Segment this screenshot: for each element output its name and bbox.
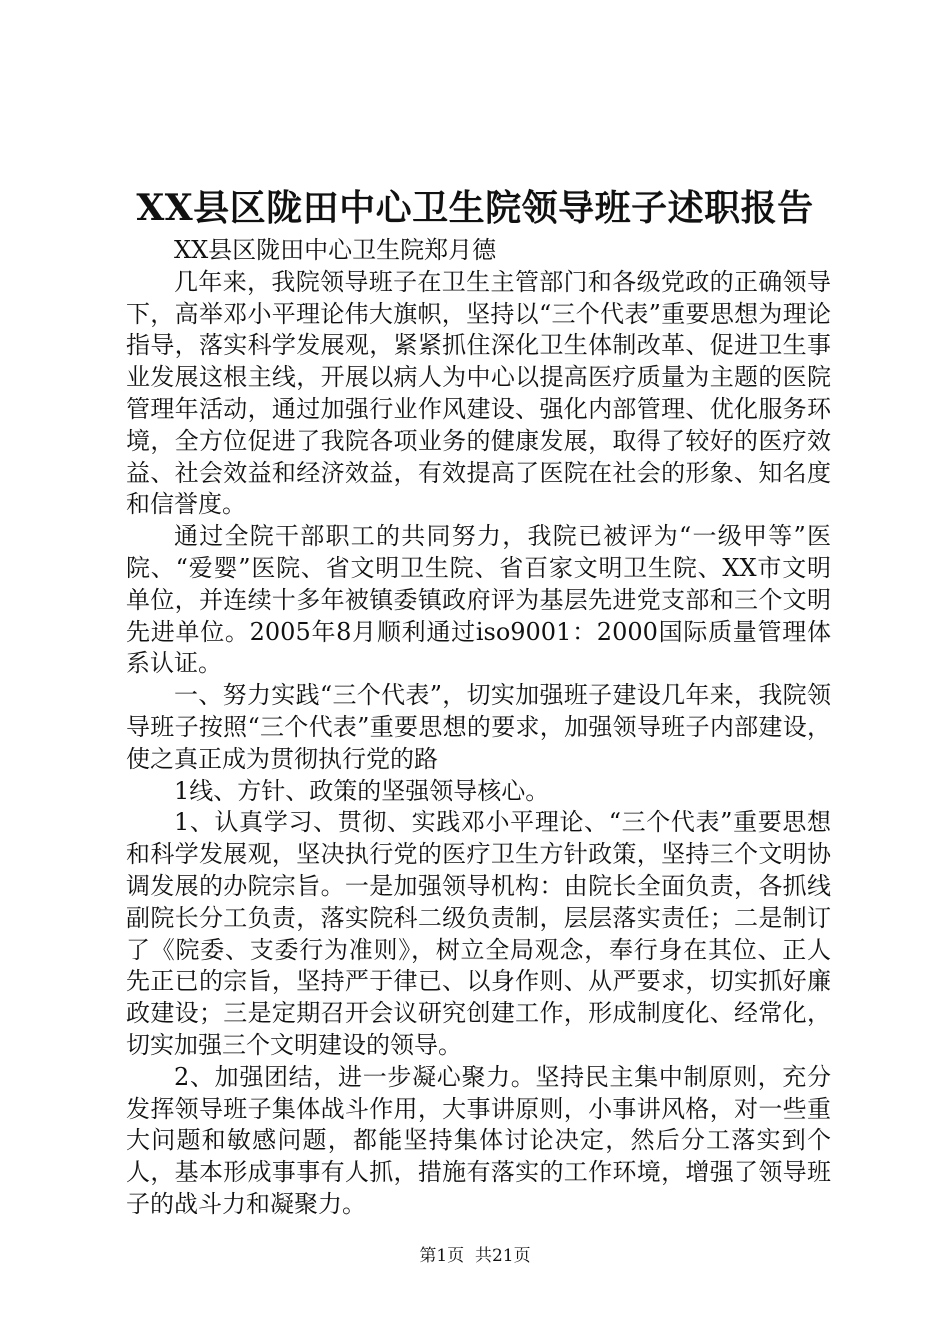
paragraph: 1线、方针、政策的坚强领导核心。 <box>174 776 550 805</box>
document-title: XX县区陇田中心卫生院领导班子述职报告 <box>136 187 814 229</box>
section-heading-paragraph: 一、努力实践“三个代表”，切实加强班子建设几年来，我院领导班子按照“三个代表”重要思想的要求，加强领导班子内部建设，使之真正成为贯彻执行党的路 <box>126 681 831 773</box>
page-number-label: 第1页 共21页 <box>419 1246 531 1266</box>
paragraph: 2、加强团结，进一步凝心聚力。坚持民主集中制原则，充分发挥领导班子集体战斗作用，大事讲原则，小事讲风格，对一些重大问题和敏感问题，都能坚持集体讨论决定，然后分工落实到个人，基本形成事事有人抓，措施有落实的工作环境，增强了领导班子的战斗力和凝聚力。 <box>126 1062 831 1218</box>
paragraph: 1、认真学习、贯彻、实践邓小平理论、“三个代表”重要思想和科学发展观，坚决执行党的医疗卫生方针政策，坚持三个文明协调发展的办院宗旨。一是加强领导机构：由院长全面负责，各抓线副院长分工负责，落实院科二级负责制，层层落实责任；二是制订了《院委、支委行为准则》，树立全局观念，奉行身在其位、正人先正已的宗旨，坚持严于律已、以身作则、从严要求，切实抓好廉政建设；三是定期召开会议研究创建工作，形成制度化、经常化，切实加强三个文明建设的领导。 <box>126 808 831 1059</box>
author-byline: XX县区陇田中心卫生院郑月德 <box>174 236 497 264</box>
paragraph: 通过全院干部职工的共同努力，我院已被评为“一级甲等”医院、“爱婴”医院、省文明卫生院、省百家文明卫生院、XX市文明单位，并连续十多年被镇委镇政府评为基层先进党支部和三个文明先进单位。2005年8月顺利通过iso9001：2000国际质量管理体系认证。 <box>126 522 831 678</box>
page-footer <box>0 1244 950 1268</box>
document-body <box>126 235 831 1221</box>
paragraph: 几年来，我院领导班子在卫生主管部门和各级党政的正确领导下，高举邓小平理论伟大旗帜，坚持以“三个代表”重要思想为理论指导，落实科学发展观，紧紧抓住深化卫生体制改革、促进卫生事业发展这根主线，开展以病人为中心以提高医疗质量为主题的医院管理年活动，通过加强行业作风建设、强化内部管理、优化服务环境，全方位促进了我院各项业务的健康发展，取得了较好的医疗效益、社会效益和经济效益，有效提高了医院在社会的形象、知名度和信誉度。 <box>126 267 831 519</box>
